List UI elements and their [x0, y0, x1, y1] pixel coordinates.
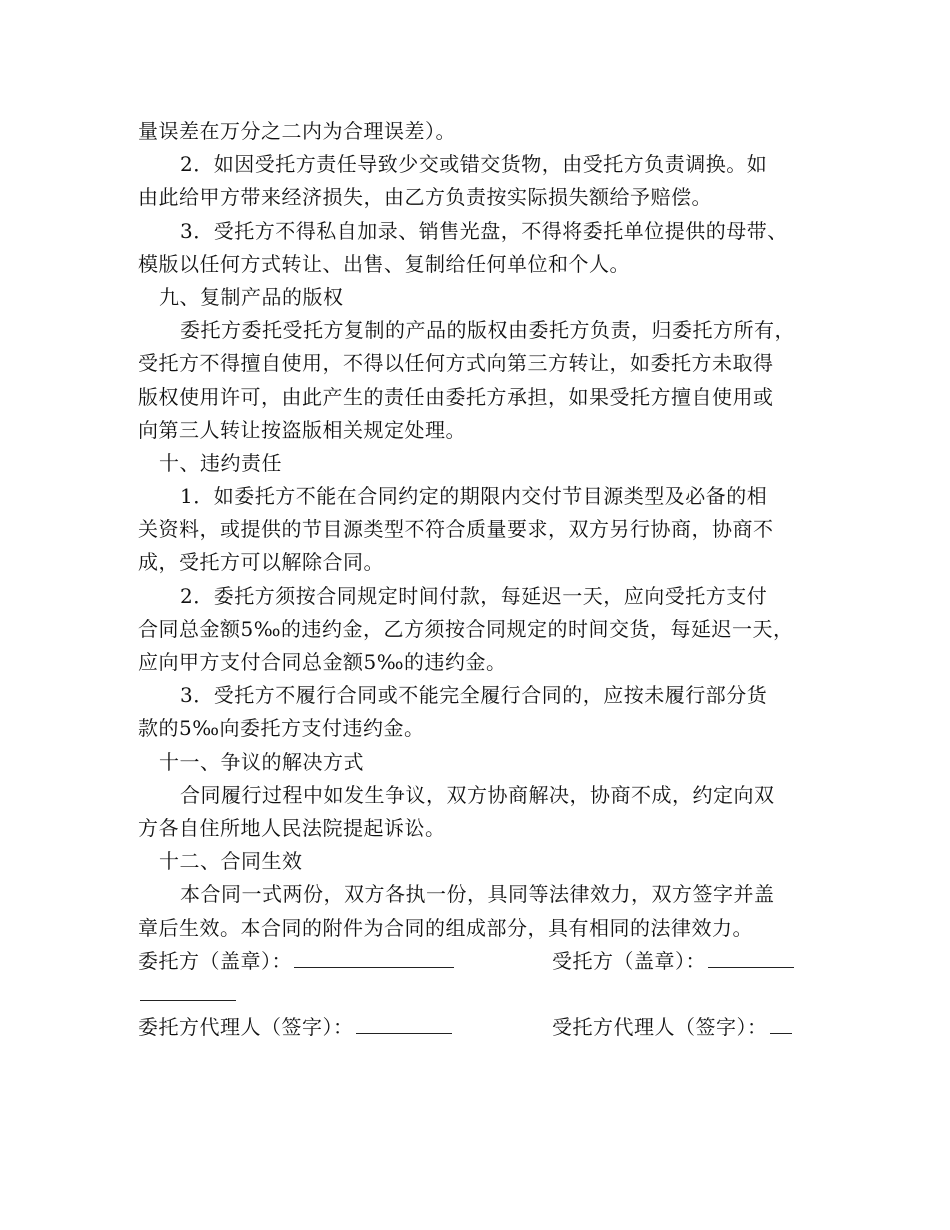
clause-item: 2．委托方须按合同规定时间付款，每延迟一天，应向受托方支付	[180, 583, 768, 608]
clause-item: 3．受托方不得私自加录、销售光盘，不得将委托单位提供的母带、	[180, 218, 788, 243]
contractor-agent-field	[552, 1011, 792, 1044]
contractor-seal-blank[interactable]	[708, 947, 794, 968]
contractor-seal-field	[552, 945, 794, 978]
clause-item: 3．受托方不履行合同或不能完全履行合同的，应按未履行部分货	[180, 683, 768, 708]
paragraph-line: 版权使用许可，由此产生的责任由委托方承担，如果受托方擅自使用或	[138, 384, 774, 409]
paragraph-line: 受托方不得擅自使用，不得以任何方式向第三方转让，如委托方未取得	[138, 351, 774, 376]
seal-row	[138, 945, 813, 978]
client-seal-label: 委托方（盖章）：	[138, 948, 292, 973]
client-seal-field	[138, 945, 454, 978]
paragraph-line: 章后生效。本合同的附件为合同的组成部分，具有相同的法律效力。	[138, 915, 753, 940]
paragraph-line: 本合同一式两份，双方各执一份，具同等法律效力，双方签字并盖	[180, 882, 775, 907]
paragraph-line: 合同履行过程中如发生争议，双方协商解决，协商不成，约定向双	[180, 782, 775, 807]
section-heading: 九、复制产品的版权	[159, 284, 344, 309]
section-heading: 十、违约责任	[159, 450, 282, 475]
contractor-seal-continuation	[138, 978, 236, 1011]
contractor-agent-blank[interactable]	[770, 1013, 792, 1034]
client-agent-blank[interactable]	[356, 1013, 452, 1034]
contract-body	[138, 115, 813, 1044]
seal-continuation-row	[138, 978, 813, 1011]
client-agent-field	[138, 1011, 452, 1044]
paragraph-line: 委托方委托受托方复制的产品的版权由委托方负责，归委托方所有，	[180, 318, 795, 343]
paragraph-line: 成，受托方可以解除合同。	[138, 550, 384, 575]
section-heading: 十二、合同生效	[159, 849, 303, 874]
paragraph-line: 款的5‰向委托方支付违约金。	[138, 716, 425, 741]
clause-item: 2．如因受托方责任导致少交或错交货物，由受托方负责调换。如	[180, 152, 768, 177]
paragraph-line: 模版以任何方式转让、出售、复制给任何单位和个人。	[138, 251, 630, 276]
paragraph-line: 量误差在万分之二内为合理误差）。	[138, 119, 456, 143]
contractor-seal-label: 受托方（盖章）：	[552, 948, 706, 973]
paragraph-line: 应向甲方支付合同总金额5‰的违约金。	[138, 650, 507, 674]
contractor-seal-blank-continued[interactable]	[140, 980, 236, 1001]
paragraph-line: 向第三人转让按盗版相关规定处理。	[138, 417, 466, 442]
paragraph-line: 合同总金额5‰的违约金，乙方须按合同规定的时间交货，每延迟一天，	[138, 616, 794, 641]
paragraph-line: 方各自住所地人民法院提起诉讼。	[138, 815, 446, 840]
paragraph-line: 关资料，或提供的节目源类型不符合质量要求，双方另行协商，协商不	[138, 517, 774, 542]
section-heading: 十一、争议的解决方式	[159, 749, 364, 774]
agent-row	[138, 1011, 813, 1044]
client-seal-blank[interactable]	[294, 947, 454, 968]
clause-item: 1．如委托方不能在合同约定的期限内交付节目源类型及必备的相	[180, 484, 768, 509]
contractor-agent-label: 受托方代理人（签字）：	[552, 1015, 768, 1040]
client-agent-label: 委托方代理人（签字）：	[138, 1015, 354, 1040]
paragraph-line: 由此给甲方带来经济损失，由乙方负责按实际损失额给予赔偿。	[138, 185, 712, 210]
